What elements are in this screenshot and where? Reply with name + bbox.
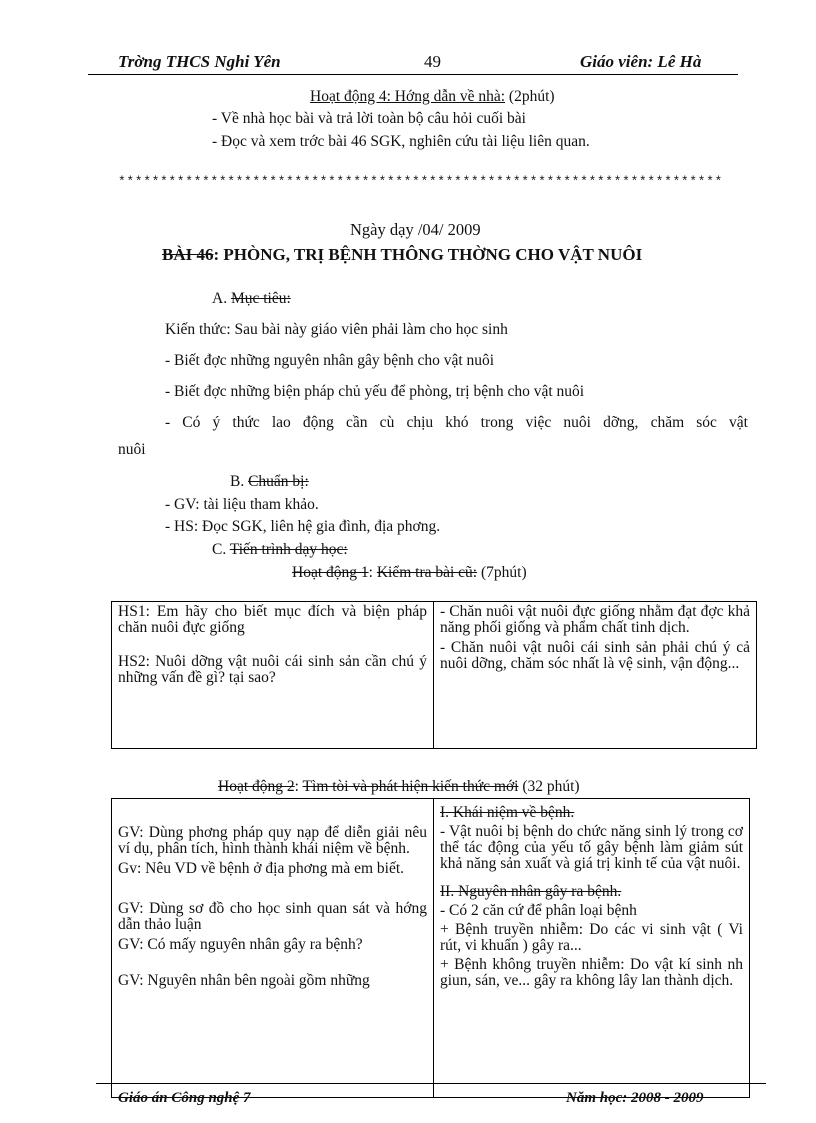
prev-activity-heading [310, 88, 555, 106]
teacher-activity: Gv: Nêu VD về bệnh ở địa phơng mà em biết. [118, 860, 405, 877]
section-b-prefix: B. [230, 473, 249, 490]
teacher-activity: GV: Dùng sơ đồ cho học sinh quan sát và hớng dẫn thảo luận [118, 900, 427, 933]
objective-item: - Biết đợc những nguyên nhân gây bệnh cho vật nuôi [165, 352, 495, 369]
objective-attitude-line2: nuôi [118, 441, 146, 458]
activity2-colon: : [294, 778, 303, 795]
footer-rule [96, 1083, 766, 1084]
star-divider: ************************************************************************ [118, 174, 723, 189]
content-item: + Bệnh truyền nhiễm: Do các vi sinh vật ( Vi rút, vi khuẩn ) gây ra... [440, 921, 743, 954]
content-heading-causes: II. Nguyên nhân gây ra bệnh. [440, 883, 622, 900]
activity1-subtitle: Kiểm tra bài cũ: [376, 564, 478, 581]
section-c-prefix: C. [212, 541, 230, 558]
header-rule [88, 74, 738, 75]
lesson-number: BÀI 46 [162, 245, 214, 264]
section-a-prefix: A. [212, 290, 231, 307]
content-item: + Bệnh không truyền nhiễm: Do vật kí sinh nh giun, sán, ve... gây ra không lây lan thành dịch. [440, 956, 743, 989]
section-c-label: Tiến trình dạy học: [229, 541, 348, 558]
review-question: HS1: Em hãy cho biết mục đích và biện pháp chăn nuôi đực giống [118, 603, 427, 636]
content-heading-concept: I. Khái niệm về bệnh. [440, 804, 575, 821]
activity1-colon: : [368, 564, 377, 581]
prev-activity-title: Hoạt động 4: Hớng dẫn về nhà: [310, 88, 506, 105]
teacher-activity: GV: Dùng phơng pháp quy nạp để diễn giải nêu ví dụ, phân tích, hình thành khái niệm về bệnh. [118, 824, 427, 857]
teacher-activity: GV: Có mấy nguyên nhân gây ra bệnh? [118, 936, 363, 953]
table-row [112, 799, 750, 1098]
review-table [111, 601, 757, 749]
header-school: Trờng THCS Nghi Yên [118, 52, 281, 71]
section-b-heading [230, 473, 309, 491]
footer-school-year: Năm học: 2008 - 2009 [566, 1090, 704, 1106]
teacher-activity: GV: Nguyên nhân bên ngoài gồm những [118, 972, 370, 989]
section-a-label: Mục tiêu: [230, 290, 291, 307]
review-answer: - Chăn nuôi vật nuôi cái sinh sản phải chú ý cả nuôi dỡng, chăm sóc nhất là vệ sinh, vận động... [440, 639, 750, 672]
activity2-subtitle: Tìm tòi và phát hiện kiến thức mới [302, 778, 519, 795]
review-answer: - Chăn nuôi vật nuôi đực giống nhằm đạt đợc khả năng phối giống và phẩm chất tinh dịch. [440, 603, 750, 636]
section-c-heading [212, 541, 348, 559]
section-b-label: Chuẩn bị: [248, 473, 309, 490]
activity2-time: (32 phút) [518, 778, 580, 795]
activity1-title: Hoạt động 1 [292, 564, 369, 581]
activity1-time: (7phút) [477, 564, 527, 581]
prev-activity-item: - Đọc và xem trớc bài 46 SGK, nghiên cứu tài liệu liên quan. [212, 133, 590, 150]
teacher-activities-cell [112, 799, 434, 1098]
objective-item: - Biết đợc những biện pháp chủ yếu để phòng, trị bệnh cho vật nuôi [165, 383, 585, 400]
lesson-date: Ngày dạy /04/ 2009 [350, 220, 481, 239]
discovery-table [111, 798, 750, 1098]
review-answers-cell [434, 602, 757, 749]
prep-item: - GV: tài liệu tham khảo. [165, 496, 319, 513]
footer-subject: Giáo án Công nghệ 7 [118, 1090, 251, 1106]
prep-item: - HS: Đọc SGK, liên hệ gia đình, địa phơng. [165, 518, 441, 535]
activity1-heading [292, 564, 527, 582]
review-question: HS2: Nuôi dỡng vật nuôi cái sinh sản cần chú ý những vấn đề gì? tại sao? [118, 653, 427, 686]
section-a-heading [212, 290, 291, 308]
prev-activity-time: (2phút) [505, 88, 555, 105]
activity2-title: Hoạt động 2 [218, 778, 295, 795]
page-number: 49 [424, 52, 441, 71]
activity2-heading [218, 778, 580, 796]
header-teacher: Giáo viên: Lê Hà [580, 52, 702, 71]
prev-activity-item: - Về nhà học bài và trả lời toàn bộ câu hỏi cuối bài [212, 110, 526, 127]
content-paragraph: - Vật nuôi bị bệnh do chức năng sinh lý trong cơ thể tác động của yếu tố gây bệnh làm giảm sút khả năng sản xuất và giá trị kinh tế của vật nuôi. [440, 823, 743, 872]
content-item: - Có 2 căn cứ để phân loại bệnh [440, 902, 637, 919]
review-questions-cell [112, 602, 434, 749]
objective-attitude-line1: - Có ý thức lao động cần cù chịu khó trong việc nuôi dỡng, chăm sóc vật [165, 414, 748, 431]
lesson-title-text: : PHÒNG, TRỊ BỆNH THÔNG THỜNG CHO VẬT NUÔI [213, 245, 643, 264]
lesson-title [162, 245, 642, 265]
table-row [112, 602, 757, 749]
objective-intro: Kiến thức: Sau bài này giáo viên phải làm cho học sinh [165, 321, 508, 338]
content-cell [434, 799, 750, 1098]
